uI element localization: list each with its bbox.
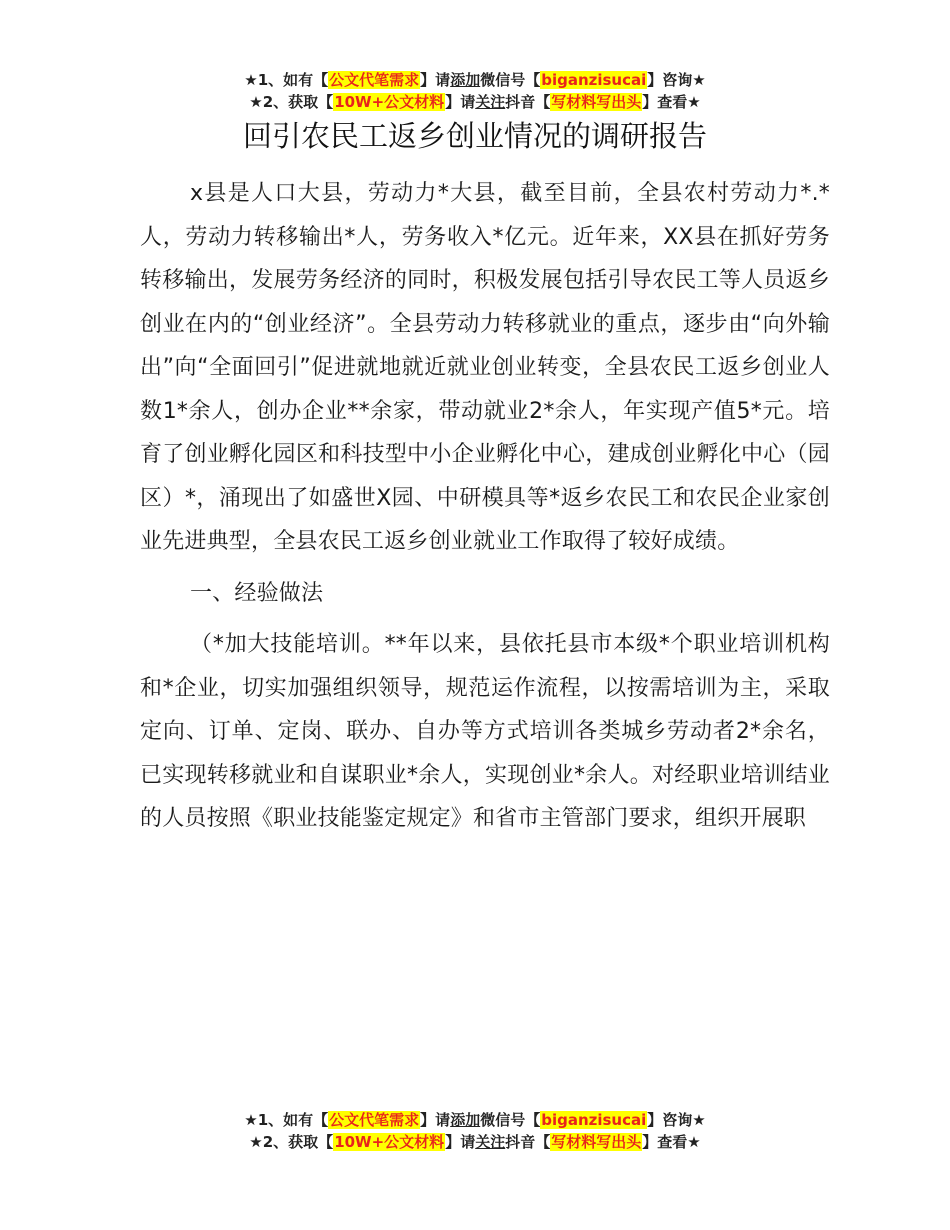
- promo-banner-top: [0, 69, 950, 113]
- promo-line-1: ★1、如有【公文代笔需求】请添加微信号【biganzisucai】咨询★: [244, 71, 706, 89]
- highlight-douyin: 写材料写出头: [551, 1133, 642, 1151]
- promo-line-1: ★1、如有【公文代笔需求】请添加微信号【biganzisucai】咨询★: [244, 1111, 706, 1129]
- highlight-wechat-id: biganzisucai: [541, 1111, 647, 1129]
- highlight-service: 公文代笔需求: [329, 1111, 420, 1129]
- promo-line-2: ★2、获取【10W+公文材料】请关注抖音【写材料写出头】查看★: [249, 93, 701, 111]
- highlight-wechat-id: biganzisucai: [541, 71, 647, 89]
- promo-line-2: ★2、获取【10W+公文材料】请关注抖音【写材料写出头】查看★: [249, 1133, 701, 1151]
- document-body: [140, 172, 830, 841]
- highlight-materials: 10W+公文材料: [334, 1133, 445, 1151]
- section-heading: 一、经验做法: [190, 580, 324, 606]
- intro-paragraph: x县是人口大县，劳动力*大县，截至目前，全县农村劳动力*.*人，劳动力转移输出*人，劳务收入*亿元。近年来，XX县在抓好劳务转移输出，发展劳务经济的同时，积极发展包括引导农民工等人员返乡创业在内的“创业经济”。全县劳动力转移就业的重点，逐步由“向外输出”向“全面回引”促进就地就近就业创业转变，全县农民工返乡创业人数1*余人，创办企业**余家，带动就业2*余人，年实现产值5*元。培育了创业孵化园区和科技型中小企业孵化中心，建成创业孵化中心（园区）*，涌现出了如盛世X园、中研模具等*返乡农民工和农民企业家创业先进典型，全县农民工返乡创业就业工作取得了较好成绩。: [140, 181, 830, 554]
- highlight-materials: 10W+公文材料: [334, 93, 445, 111]
- promo-banner-bottom: [0, 1109, 950, 1153]
- section-paragraph: （*加大技能培训。**年以来，县依托县市本级*个职业培训机构和*企业，切实加强组织领导，规范运作流程，以按需培训为主，采取定向、订单、定岗、联办、自办等方式培训各类城乡劳动者2*余名，已实现转移就业和自谋职业*余人，实现创业*余人。对经职业培训结业的人员按照《职业技能鉴定规定》和省市主管部门要求，组织开展职: [140, 632, 830, 831]
- document-title: 回引农民工返乡创业情况的调研报告: [242, 119, 707, 153]
- highlight-service: 公文代笔需求: [329, 71, 420, 89]
- highlight-douyin: 写材料写出头: [551, 93, 642, 111]
